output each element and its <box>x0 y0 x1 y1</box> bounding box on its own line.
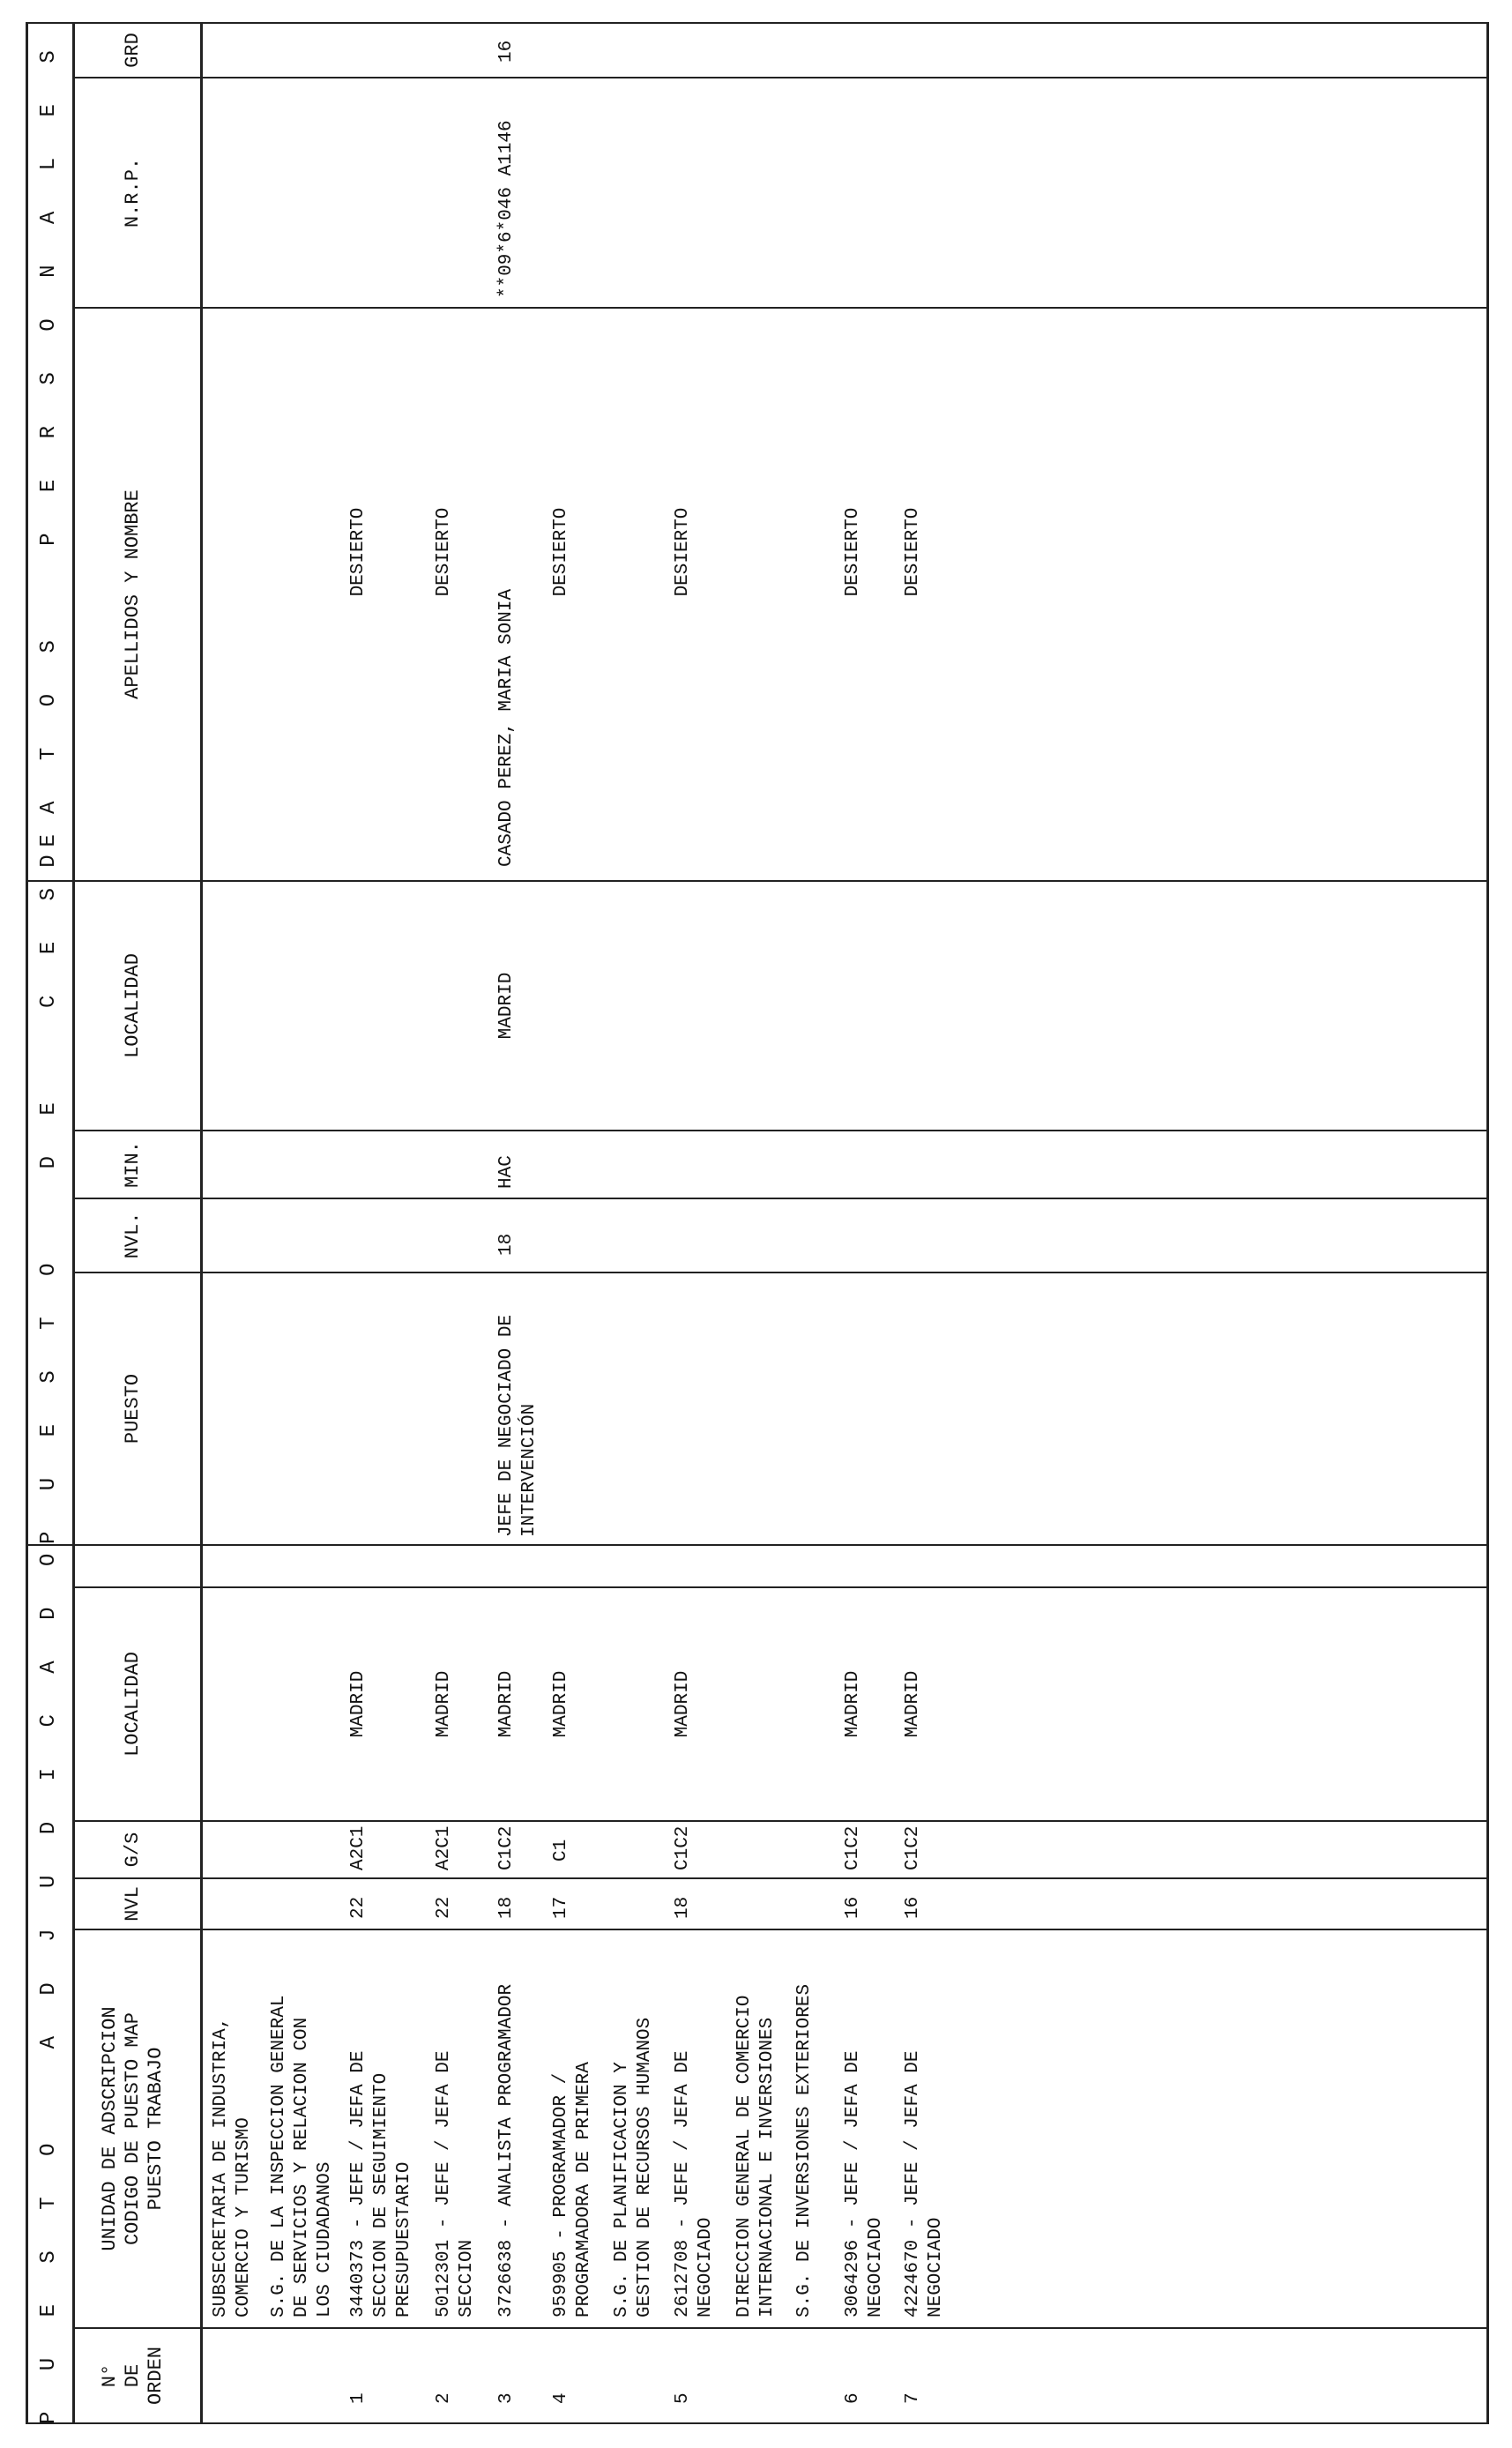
row-3-cese-puesto: JEFE DE NEGOCIADO DE INTERVENCIÓN <box>496 1314 540 1537</box>
row-6-puesto: 3064296 - JEFE / JEFA DE NEGOCIADO <box>843 2050 886 2317</box>
column-divider <box>72 2327 1489 2329</box>
column-divider <box>72 307 1489 309</box>
row-2-orden: 2 <box>434 2392 454 2404</box>
row-1-nvl: 22 <box>348 1896 369 1919</box>
row-2-nvl: 22 <box>434 1896 454 1919</box>
row-4-nombre: DESIERTO <box>551 507 571 597</box>
column-divider <box>72 77 1489 78</box>
row-7-orden: 7 <box>903 2392 923 2404</box>
row-5-orden: 5 <box>673 2392 693 2404</box>
col-header-localidad: LOCALIDAD <box>122 1652 144 1757</box>
row-3-grd: 16 <box>496 40 517 63</box>
row-7-nombre: DESIERTO <box>903 507 923 597</box>
group-divider <box>26 880 1489 882</box>
column-divider <box>72 1820 1489 1822</box>
column-divider <box>72 1877 1489 1879</box>
col-header-nvl: NVL <box>122 1886 144 1922</box>
row-5-puesto: 2612708 - JEFE / JEFA DE NEGOCIADO <box>673 2050 716 2317</box>
row-7-gs: C1C2 <box>903 1825 923 1870</box>
col-header-nvl-cese: NVL. <box>122 1212 144 1259</box>
col-header-unidad: UNIDAD DE ADSCRIPCION CODIGO DE PUESTO MAP PUESTO TRABAJO <box>99 2006 167 2251</box>
row-3-gs: C1C2 <box>496 1825 517 1870</box>
col-header-nrp: N.R.P. <box>122 157 144 228</box>
group-header-puesto-de-cese: P U E S T O D E C E S E <box>37 820 61 1544</box>
group-header-puesto-adjudicado: P U E S T O A D J U D I C A D O <box>37 1539 61 2424</box>
row-6-gs: C1C2 <box>843 1825 863 1870</box>
column-divider <box>72 1130 1489 1131</box>
row-3-nombre: CASADO PEREZ, MARIA SONIA <box>496 588 517 867</box>
row-3-puesto: 3726638 - ANALISTA PROGRAMADOR <box>496 1983 517 2317</box>
unit-subsecretaria: SUBSECRETARIA DE INDUSTRIA, COMERCIO Y TURISMO <box>211 2017 254 2317</box>
col-header-apellidos: APELLIDOS Y NOMBRE <box>122 489 144 699</box>
row-3-cese-nvl: 18 <box>496 1233 517 1256</box>
col-header-gs: G/S <box>122 1832 144 1868</box>
row-1-orden: 1 <box>348 2392 369 2404</box>
table-border-bottom <box>1486 22 1489 2424</box>
table-border-top <box>26 22 28 2424</box>
unit-inversiones-exteriores: S.G. DE INVERSIONES EXTERIORES <box>794 1983 815 2317</box>
row-7-nvl: 16 <box>903 1896 923 1919</box>
row-4-gs: C1 <box>551 1839 571 1862</box>
col-header-grd: GRD <box>122 33 144 68</box>
column-header-line <box>200 22 203 2424</box>
row-5-nombre: DESIERTO <box>673 507 693 597</box>
row-7-puesto: 4224670 - JEFE / JEFA DE NEGOCIADO <box>903 2050 946 2317</box>
group-divider <box>26 1544 1489 1546</box>
row-2-puesto: 5012301 - JEFE / JEFA DE SECCION <box>434 2050 477 2317</box>
row-4-localidad: MADRID <box>551 1670 571 1738</box>
col-header-puesto: PUESTO <box>122 1373 144 1444</box>
table-border-right <box>26 22 1489 24</box>
group-header-line <box>72 22 75 2424</box>
row-2-gs: A2C1 <box>434 1825 454 1870</box>
unit-dg-comercio: DIRECCION GENERAL DE COMERCIO INTERNACIONAL E INVERSIONES <box>734 1995 778 2317</box>
column-divider <box>72 1929 1489 1930</box>
row-1-puesto: 3440373 - JEFE / JEFA DE SECCION DE SEGUIMIENTO PRESUPUESTARIO <box>348 2050 414 2317</box>
column-divider <box>72 1272 1489 1273</box>
row-7-localidad: MADRID <box>903 1670 923 1738</box>
col-header-min: MIN. <box>122 1141 144 1188</box>
row-3-cese-min: HAC <box>496 1155 517 1189</box>
group-header-datos-personales: D A T O S P E R S O N A L E S <box>37 36 61 868</box>
unit-inspeccion-general: S.G. DE LA INSPECCION GENERAL DE SERVICIOS Y RELACION CON LOS CIUDADANOS <box>269 1995 335 2317</box>
row-6-nvl: 16 <box>843 1896 863 1919</box>
row-1-gs: A2C1 <box>348 1825 369 1870</box>
row-3-localidad: MADRID <box>496 1670 517 1738</box>
row-6-nombre: DESIERTO <box>843 507 863 597</box>
row-6-orden: 6 <box>843 2392 863 2404</box>
row-5-nvl: 18 <box>673 1896 693 1919</box>
row-4-orden: 4 <box>551 2392 571 2404</box>
row-4-nvl: 17 <box>551 1896 571 1919</box>
row-5-gs: C1C2 <box>673 1825 693 1870</box>
column-divider <box>72 1198 1489 1199</box>
column-divider <box>72 1586 1489 1588</box>
col-header-orden: N° DE ORDEN <box>99 2347 167 2406</box>
row-5-localidad: MADRID <box>673 1670 693 1738</box>
row-1-nombre: DESIERTO <box>348 507 369 597</box>
table-border-left <box>26 2422 1489 2424</box>
row-3-nrp: **09*6*046 A1146 <box>496 120 517 298</box>
row-1-localidad: MADRID <box>348 1670 369 1738</box>
row-6-localidad: MADRID <box>843 1670 863 1738</box>
col-header-localidad-cese: LOCALIDAD <box>122 953 144 1058</box>
row-3-cese-localidad: MADRID <box>496 972 517 1040</box>
row-2-localidad: MADRID <box>434 1670 454 1738</box>
row-3-nvl: 18 <box>496 1896 517 1919</box>
row-4-puesto: 959905 - PROGRAMADOR / PROGRAMADORA DE PRIMERA <box>551 2062 594 2317</box>
unit-planificacion-rrhh: S.G. DE PLANIFICACION Y GESTION DE RECURSOS HUMANOS <box>612 2017 655 2317</box>
row-3-orden: 3 <box>496 2392 517 2404</box>
row-2-nombre: DESIERTO <box>434 507 454 597</box>
